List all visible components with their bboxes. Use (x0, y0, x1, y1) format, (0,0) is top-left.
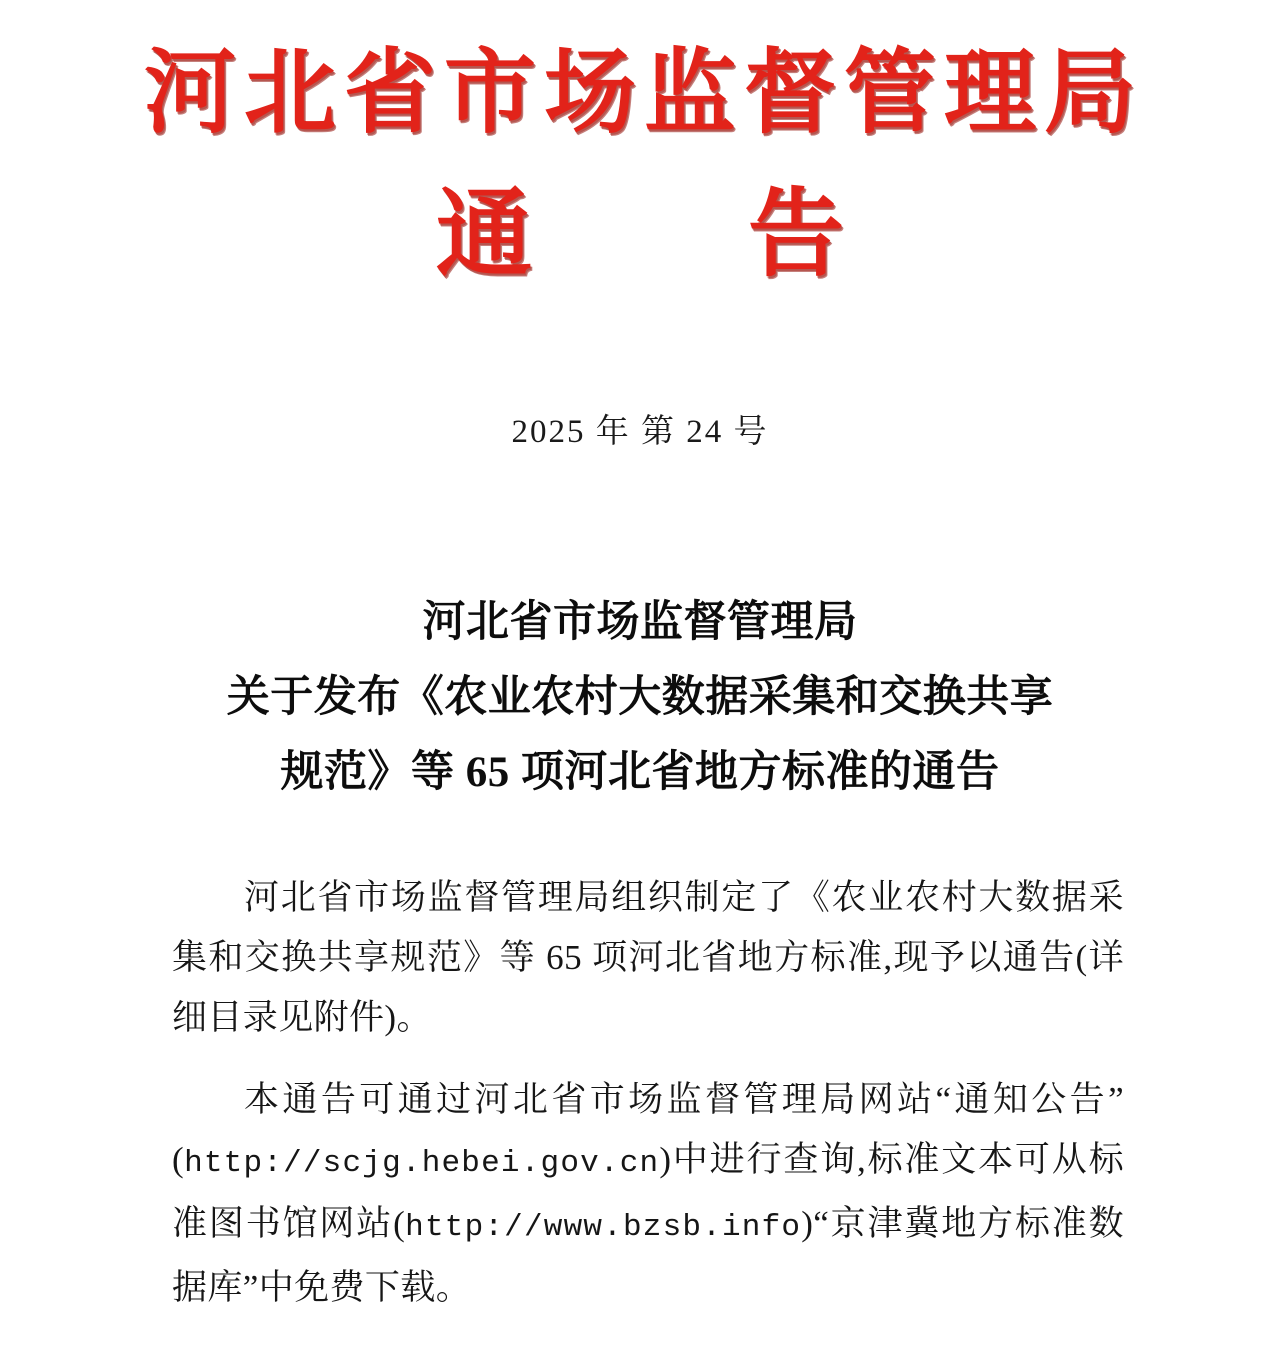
issue-number: 2025 年 第 24 号 (511, 414, 769, 450)
document-title-line-1: 河北省市场监督管理局 (422, 599, 858, 646)
body-paragraph-1: 河北省市场监督管理局组织制定了《农业农村大数据采集和交换共享规范》等 65 项河北省地方标准,现予以通告(详细目录见附件)。 (172, 878, 1124, 1037)
document-type-label: 通 告 (436, 181, 940, 288)
document-title-line-3: 规范》等 65 项河北省地方标准的通告 (280, 749, 1000, 796)
document-title (160, 585, 1120, 810)
body-paragraph-2-text-1: 本通告可通过河北省市场监督管理局网站“通知公告”( (172, 1080, 1124, 1179)
document-title-line-2: 关于发布《农业农村大数据采集和交换共享 (226, 674, 1054, 721)
body-paragraph-2 (172, 1070, 1124, 1318)
scjg-website-url: http://scjg.hebei.gov.cn (184, 1146, 660, 1181)
body-paragraph-2-text-3: )“京津冀地方标准数据库”中免费下载。 (172, 1204, 1124, 1307)
body-paragraph-2-text-2: )中进行查询,标准文本可从标准图书馆网站( (172, 1140, 1124, 1243)
document-body (172, 868, 1124, 1318)
masthead (0, 44, 1280, 143)
document-type-heading (0, 182, 1280, 288)
masthead-organization-name: 河北省市场监督管理局 (143, 42, 1144, 144)
bzsb-website-url: http://www.bzsb.info (405, 1210, 802, 1245)
